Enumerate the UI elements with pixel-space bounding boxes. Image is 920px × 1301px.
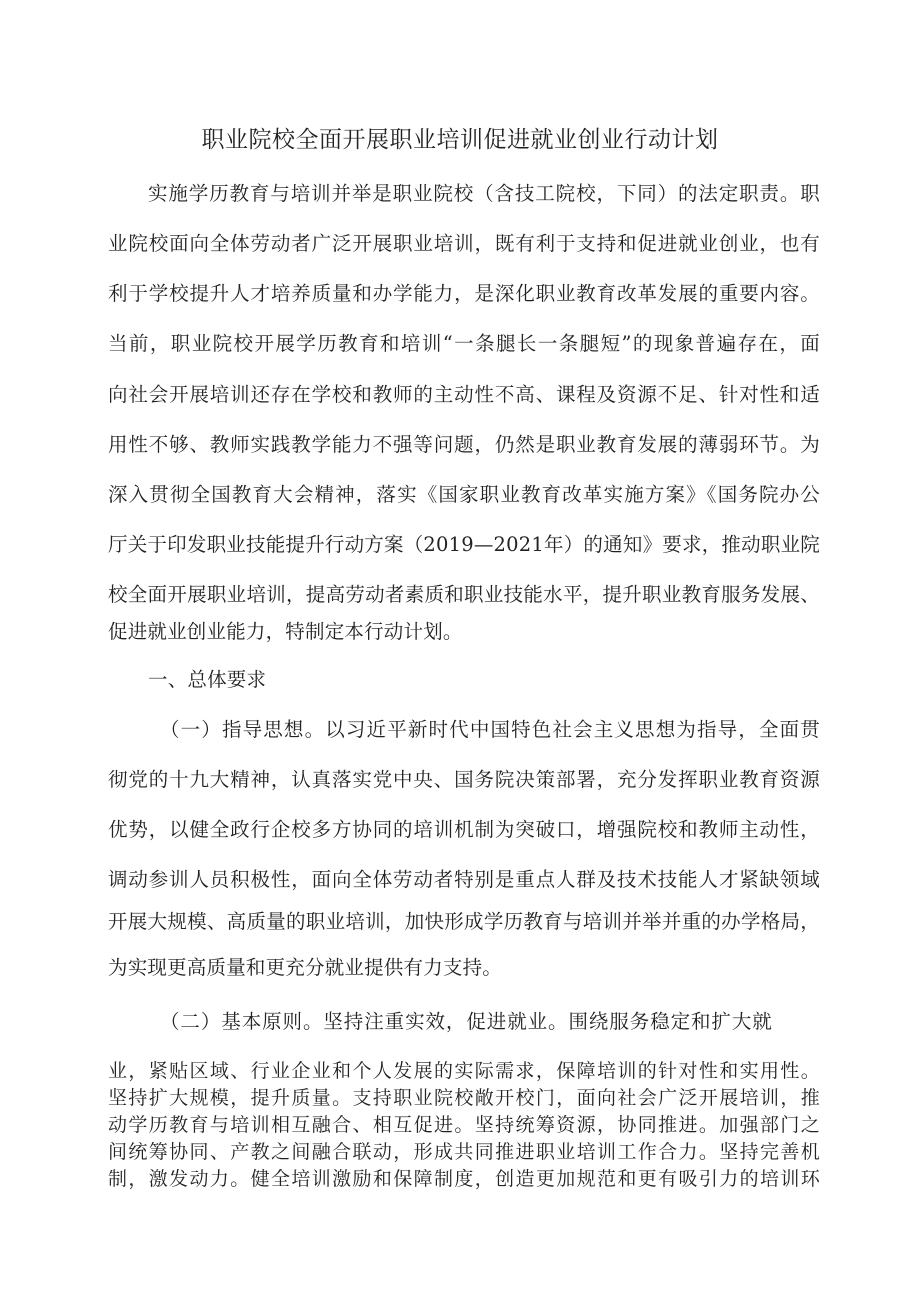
guiding-line: 为实现更高质量和更充分就业提供有力支持。 — [108, 956, 503, 979]
principles-line: 业，紧贴区域、行业企业和个人发展的实际需求，保障培训的针对性和实用性。 — [108, 1060, 820, 1082]
intro-line: 深入贯彻全国教育大会精神，落实《国家职业教育改革实施方案》《国务院办公 — [108, 483, 820, 506]
guiding-line: 调动参训人员积极性，面向全体劳动者特别是重点人群及技术技能人才紧缺领域 — [108, 868, 820, 891]
document-title: 职业院校全面开展职业培训促进就业创业行动计划 — [201, 127, 719, 153]
intro-line: 利于学校提升人才培养质量和办学能力，是深化职业教育改革发展的重要内容。 — [108, 282, 820, 305]
intro-line: 促进就业创业能力，特制定本行动计划。 — [108, 620, 463, 643]
intro-line: 校全面开展职业培训，提高劳动者素质和职业技能水平，提升职业教育服务发展、 — [108, 583, 820, 606]
intro-line: 用性不够、教师实践教学能力不强等问题，仍然是职业教育发展的薄弱环节。为 — [108, 433, 820, 456]
intro-line: 厅关于印发职业技能提升行动方案（2019—2021年）的通知》要求，推动职业院 — [108, 533, 820, 556]
principles-line: 间统筹协同、产教之间融合联动，形成共同推进职业培训工作合力。坚持完善机 — [108, 1141, 820, 1163]
intro-line: 实施学历教育与培训并举是职业院校（含技工院校，下同）的法定职责。职 — [148, 182, 820, 205]
guiding-line: 彻党的十九大精神，认真落实党中央、国务院决策部署，充分发挥职业教育资源 — [108, 768, 820, 791]
section-heading: 一、总体要求 — [148, 668, 267, 691]
intro-line: 业院校面向全体劳动者广泛开展职业培训，既有利于支持和促进就业创业，也有 — [108, 232, 820, 255]
principles-line: 制，激发动力。健全培训激励和保障制度，创造更加规范和更有吸引力的培训环 — [108, 1168, 820, 1190]
intro-line: 当前，职业院校开展学历教育和培训“一条腿长一条腿短”的现象普遍存在，面 — [108, 332, 820, 355]
principles-line: 坚持扩大规模，提升质量。支持职业院校敞开校门，面向社会广泛开展培训，推 — [108, 1087, 820, 1109]
guiding-line: 优势，以健全政行企校多方协同的培训机制为突破口，增强院校和教师主动性， — [108, 818, 820, 841]
principles-line: 动学历教育与培训相互融合、相互促进。坚持统筹资源，协同推进。加强部门之 — [108, 1114, 820, 1136]
guiding-line: 开展大规模、高质量的职业培训，加快形成学历教育与培训并举并重的办学格局， — [108, 910, 820, 933]
principles-line: （二）基本原则。坚持注重实效，促进就业。围绕服务稳定和扩大就 — [160, 1010, 772, 1033]
intro-line: 向社会开展培训还存在学校和教师的主动性不高、课程及资源不足、针对性和适 — [108, 383, 820, 406]
guiding-line: （一）指导思想。以习近平新时代中国特色社会主义思想为指导，全面贯 — [160, 718, 820, 741]
